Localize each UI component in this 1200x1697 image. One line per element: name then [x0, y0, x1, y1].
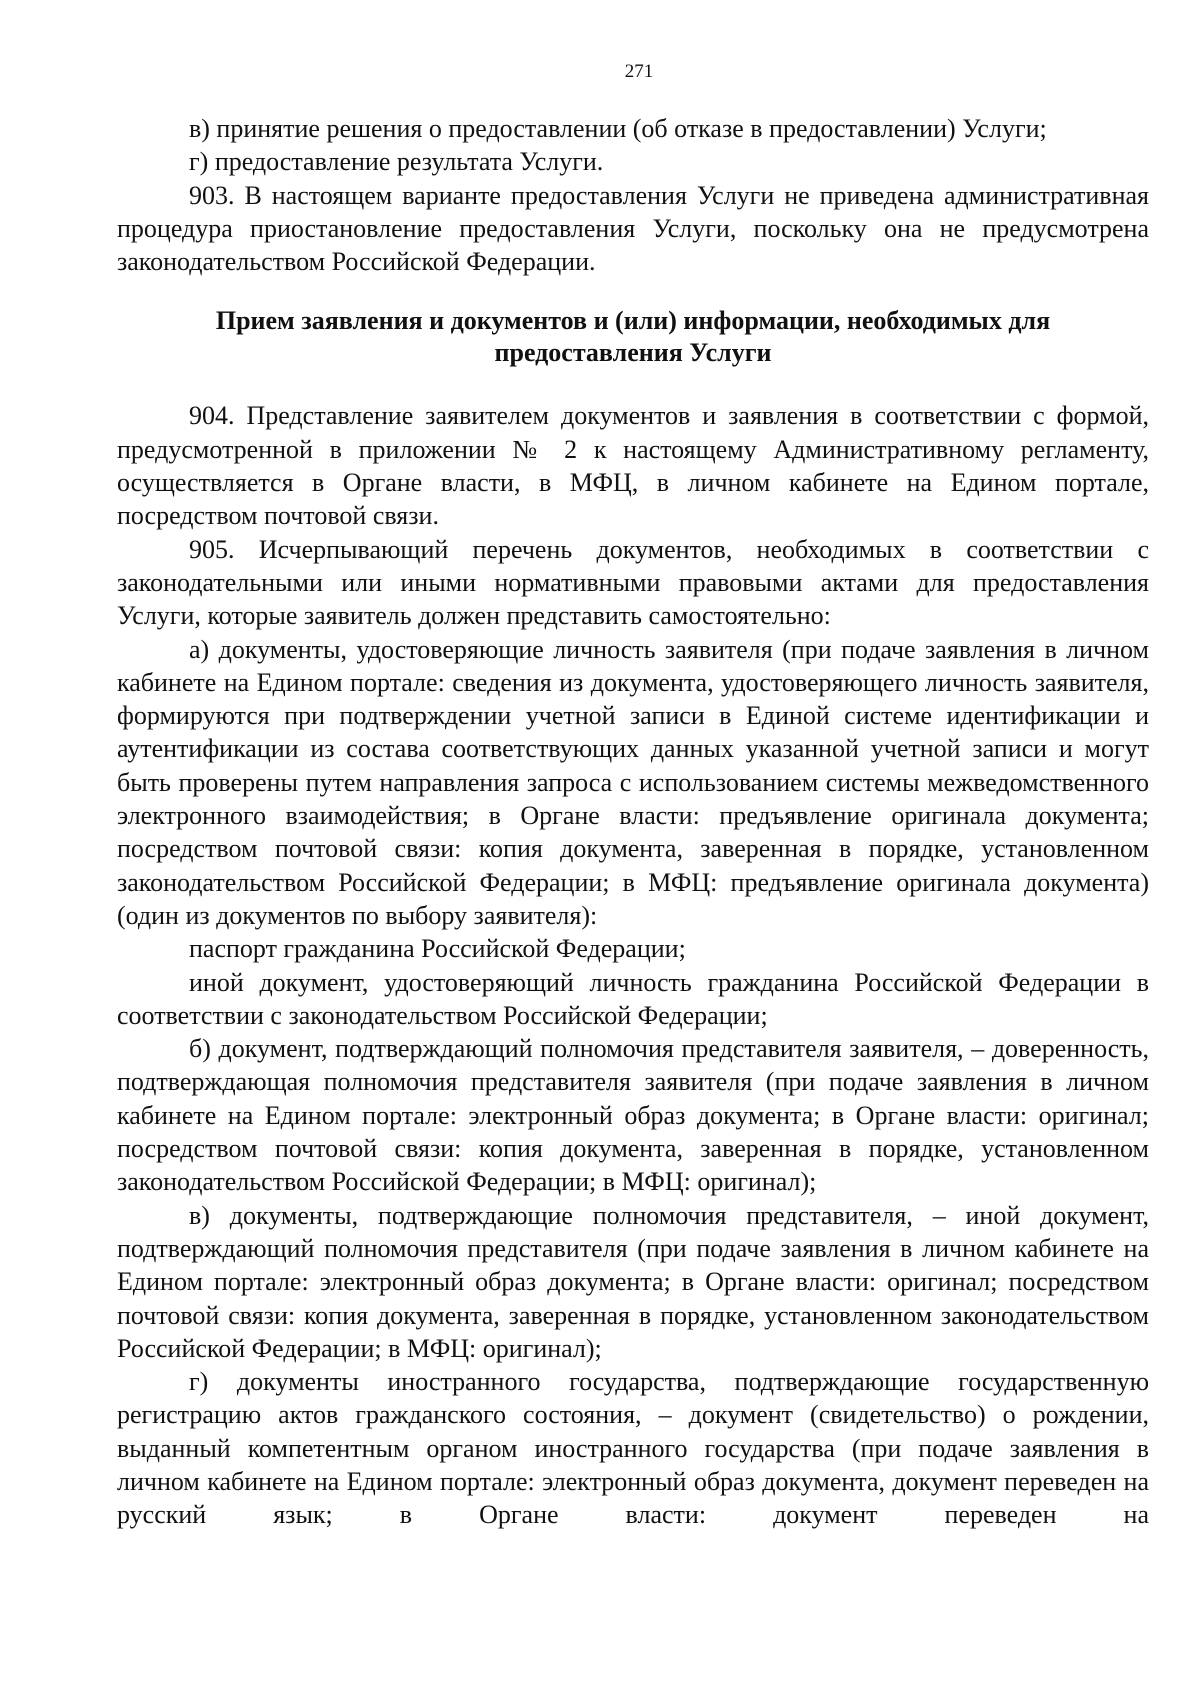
paragraph-intro-v: в) принятие решения о предоставлении (об отказе в предоставлении) Услуги;	[189, 114, 1047, 143]
paragraph-905-b: б) документ, подтверждающий полномочия представителя заявителя, – доверенность, подтверждающая полномочия представителя заявителя (при подаче заявления в личном кабинете на Едином портале: электронный образ документа; в Органе власти: оригинал; посредством почтовой связи: копия документа, заверенная в порядке, установленном законодательством Российской Федерации; в МФЦ: оригинал);	[117, 1034, 1149, 1197]
list-item-passport: паспорт гражданина Российской Федерации;	[189, 934, 686, 964]
paragraph-904: 904. Представление заявителем документов и заявления в соответствии с формой, предусмотренной в приложении № 2 к настоящему Административному регламенту, осуществляется в Органе власти, в МФЦ, в личном кабинете на Едином портале, посредством почтовой связи.	[117, 401, 1149, 531]
paragraph-905-v: в) документы, подтверждающие полномочия представителя, – иной документ, подтверждающий полномочия представителя (при подаче заявления в личном кабинете на Едином портале: электронный образ документа; в Органе власти: оригинал; посредством почтовой связи: копия документа, заверенная в порядке, установленном законодательством Российской Федерации; в МФЦ: оригинал);	[117, 1200, 1149, 1363]
paragraph-905-a: а) документы, удостоверяющие личность заявителя (при подаче заявления в личном кабинете на Едином портале: сведения из документа, удостоверяющего личность заявителя, формируются при подтверждении учетной записи в Единой системе идентификации и аутентификации из состава соответствующих данных указанной учетной записи и могут быть проверены путем направления запроса с использованием системы межведомственного электронного взаимодействия; в Органе власти: предъявление оригинала документа; посредством почтовой связи: копия документа, заверенная в порядке, установленном законодательством Российской Федерации; в МФЦ: предъявление оригинала документа) (один из документов по выбору заявителя):	[117, 634, 1149, 930]
section-heading-line2: предоставления Услуги	[494, 338, 772, 368]
paragraph-905-g: г) документы иностранного государства, подтверждающие государственную регистрацию актов гражданского состояния, – документ (свидетельство) о рождении, выданный компетентным органом иностранного государства (при подаче заявления в личном кабинете на Едином портале: электронный образ документа, документ переведен на русский язык; в Органе власти: документ переведен на	[117, 1367, 1149, 1530]
paragraph-intro-g: г) предоставление результата Услуги.	[189, 147, 604, 177]
paragraph-903: 903. В настоящем варианте предоставления Услуги не приведена административная процедура приостановление предоставления Услуги, поскольку она не предусмотрена законодательством Российской Федерации.	[117, 180, 1149, 277]
section-heading-line1: Прием заявления и документов и (или) информации, необходимых для	[215, 306, 1051, 336]
page-number: 271	[624, 61, 654, 82]
paragraph-905: 905. Исчерпывающий перечень документов, необходимых в соответствии с законодательными или иными нормативными правовыми актами для предоставления Услуги, которые заявитель должен представить самостоятельно:	[117, 534, 1149, 631]
list-item-other-id: иной документ, удостоверяющий личность гражданина Российской Федерации в соответствии с законодательством Российской Федерации;	[117, 967, 1149, 1030]
section-heading	[117, 305, 1149, 369]
